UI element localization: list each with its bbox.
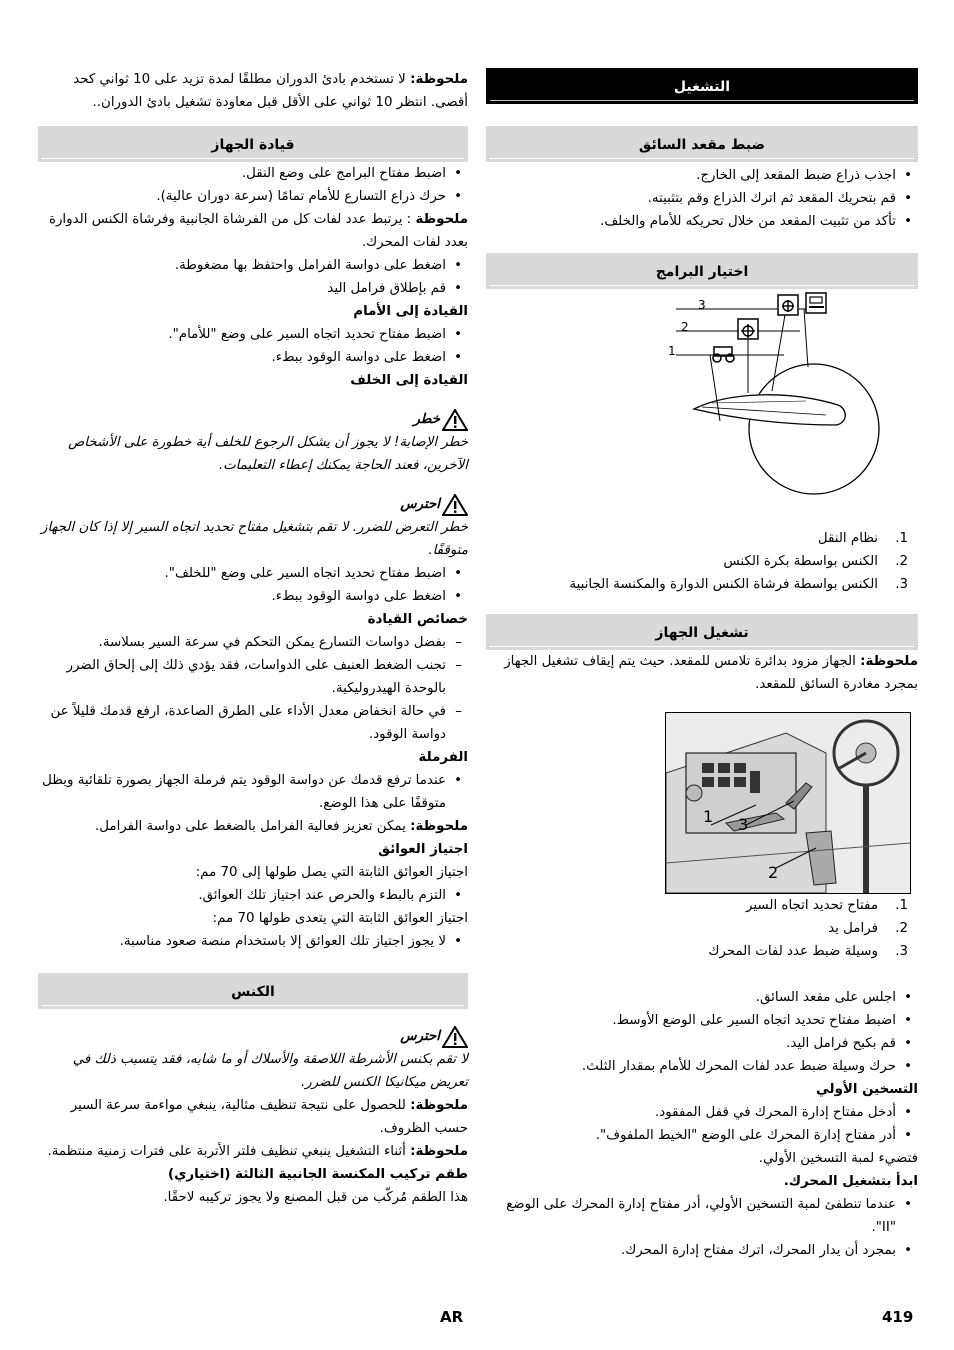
- program-selector-diagram: [486, 289, 918, 527]
- danger-title: خطر: [38, 408, 468, 431]
- list-item: • بمجرد أن يدار المحرك، اترك مفتاح إدارة المحرك.: [486, 1239, 918, 1262]
- danger-text: خطر الإصابة! لا يجوز أن يشكل الرجوع للخلف أية خطورة على الأشخاص الآخرين، فعند الحاجة يمكنك إعطاء التعليمات.: [68, 435, 468, 473]
- driving-list-1: [38, 162, 468, 208]
- page-number: 419: [882, 1308, 914, 1326]
- brush-sweep-icon: [778, 295, 798, 315]
- list-item: • اجلس على مقعد السائق.: [486, 986, 918, 1009]
- brake-list: [38, 769, 468, 815]
- legend-item: 1. مفتاح تحديد اتجاه السير: [746, 898, 908, 913]
- list-item: • عندما تنطفئ لمبة التسخين الأولي، أدر مفتاح إدارة المحرك على الوضع "II".: [486, 1193, 918, 1239]
- warning-triangle-icon: [442, 409, 468, 431]
- side-broom-kit-text: هذا الطقم مُركّب من قبل المصنع ولا يجوز تركيبه لاحقًا.: [163, 1190, 468, 1205]
- list-item: • اضغط على دواسة الوقود ببطء.: [38, 585, 468, 608]
- seat-adjust-list: [486, 164, 918, 233]
- start-steps-list: [486, 986, 918, 1078]
- legend-item: 2. فرامل يد: [828, 921, 908, 936]
- dashboard-legend: [486, 894, 918, 963]
- driving-note: ملحوظة : يرتبط عدد لفات كل من الفرشاة الجانبية وفرشاة الكنس الدوارة بعدد لفات المحرك.: [48, 212, 468, 250]
- legend-item: 1. نظام النقل: [817, 531, 908, 546]
- legend-item: 3. وسيلة ضبط عدد لفات المحرك: [708, 944, 908, 959]
- start-machine-heading: تشغيل الجهاز: [486, 614, 918, 650]
- program-select-heading: اختيار البرامج: [486, 253, 918, 289]
- callout-2: 2: [768, 863, 779, 882]
- list-item: • قم بتحريك المقعد ثم اترك الذراع وقم بتثبيته.: [486, 187, 918, 210]
- sweep-caution-text: لا تقم بكنس الأشرطة اللاصقة والأسلاك أو ما شابه، فقد يتسبب ذلك في تعريض ميكانيكا الكنس للضرر.: [72, 1052, 468, 1090]
- driving-heading: قيادة الجهاز: [38, 126, 468, 162]
- starter-note: ملحوظة: لا تستخدم بادئ الدوران مطلقًا لمدة تزيد على 10 ثواني كحد أقصى. انتظر 10 ثواني على الأقل قبل معاودة تشغيل بادئ الدوران..: [73, 72, 468, 110]
- side-broom-icon: [806, 293, 826, 313]
- legend-item: 2. الكنس بواسطة بكرة الكنس: [723, 554, 908, 569]
- start-note: ملحوظة: الجهاز مزود بدائرة تلامس للمقعد. حيث يتم إيقاف تشغيل الجهاز بمجرد مغادرة السائق للمقعد.: [504, 654, 918, 692]
- preheat-title: التسخين الأولي: [816, 1082, 918, 1097]
- list-item: • حرك ذراع التسارع للأمام تمامًا (سرعة دوران عالية).: [38, 185, 468, 208]
- list-item: • أدر مفتاح إدارة المحرك على الوضع "الخيط الملفوف".: [486, 1124, 918, 1147]
- language-code: AR: [440, 1308, 464, 1326]
- obstacles-list-1: [38, 884, 468, 907]
- list-item: • حرك وسيلة ضبط عدد لفات المحرك للأمام بمقدار الثلث.: [486, 1055, 918, 1078]
- list-item: • تأكد من تثبيت المقعد من خلال تحريكه للأمام والخلف.: [486, 210, 918, 233]
- list-item: – تجنب الضغط العنيف على الدواسات، فقد يؤدي ذلك إلى إلحاق الضرر بالوحدة الهيدروليكية.: [38, 654, 468, 700]
- operation-heading: التشغيل: [486, 68, 918, 104]
- sweeping-heading: الكنس: [38, 973, 468, 1009]
- sweep-caution-title: احترس: [38, 1025, 468, 1048]
- features-title: خصائص القيادة: [367, 612, 468, 627]
- warning-triangle-icon: [442, 1026, 468, 1048]
- preheat-after: فتضيء لمبة التسخين الأولي.: [758, 1151, 918, 1166]
- list-item: – بفضل دواسات التسارع يمكن التحكم في سرعة السير بسلاسة.: [38, 631, 468, 654]
- left-column: [38, 68, 468, 1209]
- engine-start-list: [486, 1193, 918, 1262]
- brake-note: ملحوظة: يمكن تعزيز فعالية الفرامل بالضغط على دواسة الفرامل.: [95, 819, 468, 834]
- selector-dial: [749, 364, 879, 494]
- list-item: • قم بكبح فرامل اليد.: [486, 1032, 918, 1055]
- obstacles-text-1: اجتياز العوائق الثابتة التي يصل طولها إلى 70 مم:: [195, 865, 468, 880]
- backward-list: [38, 562, 468, 608]
- forward-list: [38, 323, 468, 369]
- callout-3: 3: [738, 815, 749, 834]
- dashboard-photo: [665, 712, 911, 894]
- driving-list-2: [38, 254, 468, 300]
- legend-item: 3. الكنس بواسطة فرشاة الكنس الدوارة والمكنسة الجانبية: [569, 577, 908, 592]
- list-item: • اضغط على دواسة الفرامل واحتفظ بها مضغوطة.: [38, 254, 468, 277]
- callout-1: 1: [703, 807, 714, 826]
- right-column: [486, 68, 918, 1262]
- list-item: • اضبط مفتاح تحديد اتجاه السير على الوضع الأوسط.: [486, 1009, 918, 1032]
- program-legend: [486, 527, 918, 596]
- program-selector-figure: [486, 289, 918, 527]
- caution-text: خطر التعرض للضرر. لا تقم بتشغيل مفتاح تحديد اتجاه السير إلا إذا كان الجهاز متوقفًا.: [41, 520, 468, 558]
- features-list: [38, 631, 468, 746]
- seat-adjust-heading: ضبط مقعد السائق: [486, 126, 918, 162]
- sweep-note-1: ملحوظة: للحصول على نتيجة تنظيف مثالية، ينبغي مواءمة سرعة السير حسب الظروف.: [70, 1098, 468, 1136]
- caution-title: احترس: [38, 493, 468, 516]
- dashboard-figure: [486, 712, 918, 959]
- side-broom-kit-title: طقم تركيب المكنسة الجانبية الثالثة (اختياري): [168, 1167, 468, 1182]
- obstacles-title: اجتياز العوائق: [378, 842, 468, 857]
- list-item: • التزم بالبطء والحرص عند اجتياز تلك العوائق.: [38, 884, 468, 907]
- sweep-note-2: ملحوظة: أثناء التشغيل ينبغي تنظيف فلتر الأتربة على فترات زمنية منتظمة.: [47, 1144, 468, 1159]
- obstacles-list-2: [38, 930, 468, 953]
- preheat-list: [486, 1101, 918, 1147]
- callout-3: 3: [698, 298, 706, 312]
- list-item: • اضبط مفتاح تحديد اتجاه السير على وضع "للخلف".: [38, 562, 468, 585]
- backward-title: القيادة إلى الخلف: [350, 373, 468, 388]
- warning-triangle-icon: [442, 494, 468, 516]
- list-item: • عندما ترفع قدمك عن دواسة الوقود يتم فرملة الجهاز بصورة تلقائية ويظل متوقفًا على هذا الوضع.: [38, 769, 468, 815]
- list-item: • اضبط مفتاح تحديد اتجاه السير على وضع "للأمام".: [38, 323, 468, 346]
- list-item: • أدخل مفتاح إدارة المحرك في قفل المفقود.: [486, 1101, 918, 1124]
- engine-start-title: ابدأ بتشغيل المحرك.: [783, 1174, 918, 1189]
- list-item: • اضغط على دواسة الوقود ببطء.: [38, 346, 468, 369]
- obstacles-text-2: اجتياز العوائق الثابتة التي يتعدى طولها 70 مم:: [212, 911, 468, 926]
- callout-2: 2: [681, 320, 689, 334]
- list-item: • اضبط مفتاح البرامج على وضع النقل.: [38, 162, 468, 185]
- forward-title: القيادة إلى الأمام: [353, 304, 468, 319]
- roller-sweep-icon: [738, 319, 758, 339]
- list-item: – في حالة انخفاض معدل الأداء على الطرق الصاعدة، ارفع قدمك قليلاً عن دواسة الوقود.: [38, 700, 468, 746]
- list-item: • قم بإطلاق فرامل اليد: [38, 277, 468, 300]
- list-item: • اجذب ذراع ضبط المقعد إلى الخارج.: [486, 164, 918, 187]
- list-item: • لا يجوز اجتياز تلك العوائق إلا باستخدام منصة صعود مناسبة.: [38, 930, 468, 953]
- callout-1: 1: [668, 344, 676, 358]
- brake-title: الفرملة: [418, 750, 468, 765]
